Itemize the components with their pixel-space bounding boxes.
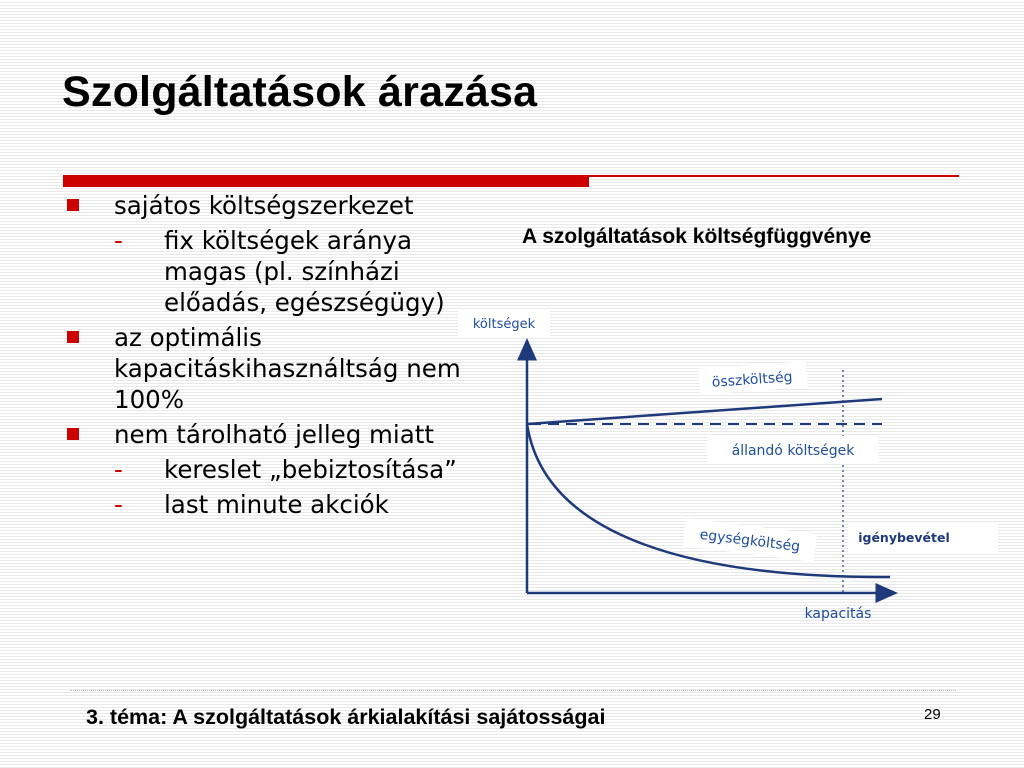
- dash-bullet-icon: -: [114, 490, 123, 519]
- y-axis-label: költségek: [472, 317, 536, 332]
- footer-divider: [70, 690, 956, 691]
- diagram-title: A szolgáltatások költségfüggvénye: [522, 225, 872, 248]
- bullet-text: sajátos költségszerkezet: [114, 191, 414, 220]
- total-cost-label: összköltség: [711, 369, 794, 391]
- dash-bullet-icon: -: [114, 455, 123, 484]
- page-number: 29: [924, 706, 941, 723]
- demand-label: igénybevétel: [858, 530, 950, 545]
- slide-title: Szolgáltatások árazása: [62, 68, 538, 116]
- sub-bullet-text: fix költségek aránya magas (pl. színházi előadás, egészségügy): [164, 226, 445, 317]
- dash-bullet-icon: -: [114, 226, 123, 255]
- bullet-text: az optimális kapacitáskihasználtság nem 100%: [114, 323, 461, 414]
- unit-cost-label: egységköltség: [698, 526, 801, 556]
- total-cost-line: [527, 399, 882, 424]
- sub-bullet-text: kereslet „bebiztosítása”: [164, 455, 457, 484]
- bullet-text: nem tárolható jelleg miatt: [114, 420, 434, 449]
- sub-bullet-text: last minute akciók: [164, 490, 389, 519]
- fixed-cost-label: állandó költségek: [731, 443, 855, 459]
- footer-text: 3. téma: A szolgáltatások árkialakítási sajátosságai: [86, 705, 606, 729]
- x-axis-label: kapacitás: [804, 606, 872, 622]
